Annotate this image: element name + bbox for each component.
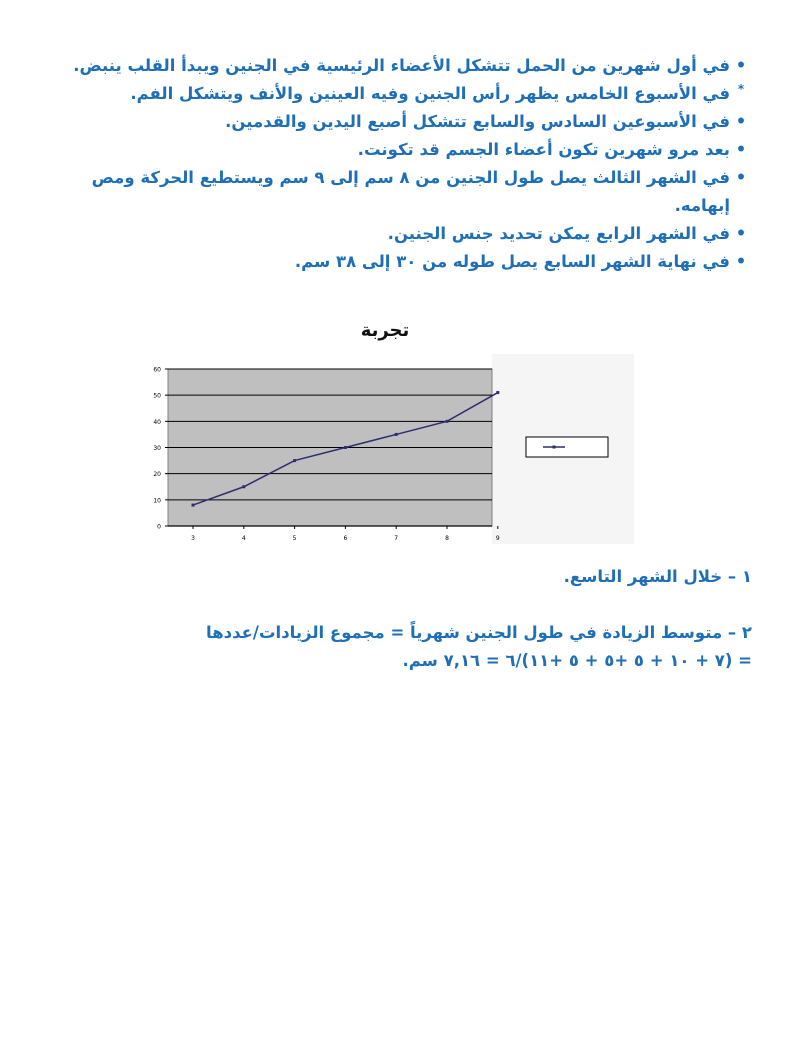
list-item-text: في أول شهرين من الحمل تتشكل الأعضاء الرئيسية في الجنين ويبدأ القلب ينبض. (73, 56, 730, 75)
data-point (242, 485, 245, 488)
x-tick-label: 4 (241, 535, 246, 542)
list-item-text: في نهاية الشهر السابع يصل طوله من ٣٠ إلى ٣٨ سم. (294, 252, 730, 271)
bullet-marker: • (735, 56, 747, 75)
list-item (40, 220, 752, 248)
list-item (40, 52, 752, 80)
list-item-text: بعد مرو شهرين تكون أعضاء الجسم قد تكونت. (357, 140, 730, 159)
bullet-marker: • (735, 224, 747, 243)
chart-container (140, 352, 640, 552)
answer-2-line-2: = (٧ + ١٠ + ٥ +٥ + ٥ +١١)/٦ = ٧,١٦ سم. (402, 651, 752, 670)
legend-box (526, 437, 608, 457)
bullet-marker: • (735, 112, 747, 131)
y-tick-label: 30 (153, 445, 161, 452)
list-item-text: في الشهر الثالث يصل طول الجنين من ٨ سم إلى ٩ سم ويستطيع الحركة ومص إبهامه. (91, 168, 730, 215)
y-tick-label: 20 (153, 471, 161, 479)
answer-1: ١ – خلال الشهر التاسع. (563, 567, 752, 586)
answer-2-line-1: ٢ – متوسط الزيادة في طول الجنين شهرياً = مجموع الزيادات/عددها (206, 623, 752, 642)
y-tick-label: 50 (153, 392, 161, 400)
list-item-text: في الأسبوع الخامس يظهر رأس الجنين وفيه العينين والأنف ويتشكل الفم. (130, 84, 730, 103)
x-tick-label: 6 (343, 535, 348, 542)
y-tick-label: 10 (153, 497, 161, 505)
bullet-marker: • (735, 140, 747, 159)
list-item-text: في الشهر الرابع يمكن تحديد جنس الجنين. (387, 224, 730, 243)
x-tick-label: 7 (394, 535, 399, 542)
data-point (344, 446, 347, 449)
asterisk-marker: * (737, 82, 745, 96)
list-item (40, 80, 752, 108)
y-tick-label: 40 (153, 418, 161, 426)
legend-marker (553, 446, 556, 449)
y-tick-label: 0 (157, 523, 161, 531)
x-tick-label: 8 (445, 535, 449, 542)
data-point (446, 420, 449, 423)
facts-list (40, 52, 752, 276)
bullet-marker: • (735, 168, 747, 187)
spacer (40, 591, 752, 619)
list-item (40, 248, 752, 276)
answers-section (40, 563, 752, 675)
data-point (496, 391, 499, 394)
data-point (395, 433, 398, 436)
bullet-marker: • (735, 252, 747, 271)
list-item (40, 164, 752, 220)
data-point (293, 459, 296, 462)
x-tick-label: 5 (292, 535, 297, 542)
x-tick-label: 9 (495, 535, 500, 542)
list-item (40, 136, 752, 164)
data-point (192, 504, 195, 507)
x-tick-label: 3 (191, 535, 195, 542)
list-item (40, 108, 752, 136)
list-item-text: في الأسبوعين السادس والسابع تتشكل أصبع اليدين والقدمين. (225, 112, 730, 131)
chart-title: تجربة (360, 320, 410, 341)
y-tick-label: 60 (153, 366, 161, 374)
line-chart (140, 352, 640, 552)
